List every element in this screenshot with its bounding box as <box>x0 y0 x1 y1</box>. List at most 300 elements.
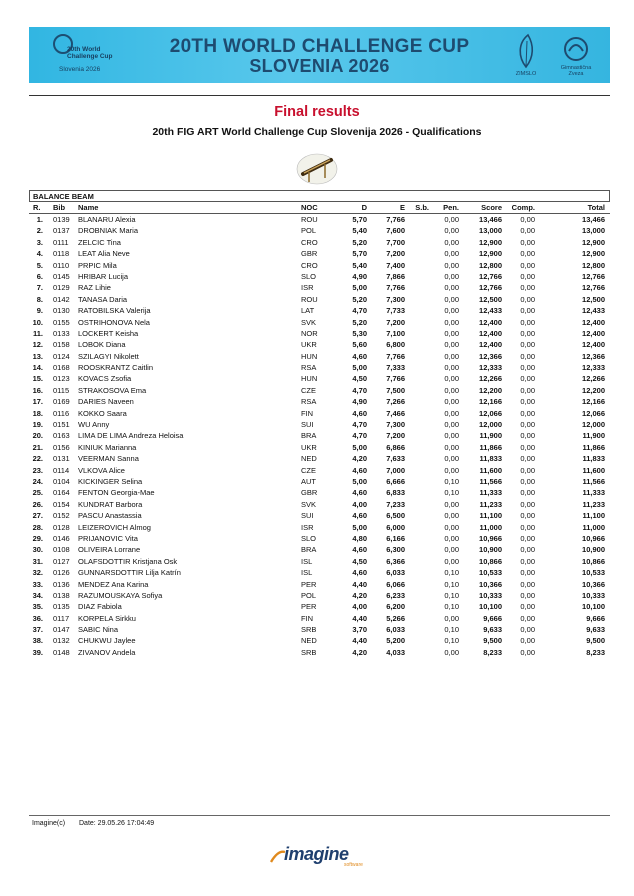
athlete-name: PRIJANOVIC Vita <box>78 533 138 543</box>
e-score: 6,000 <box>386 522 405 532</box>
penalty-cell: 0,00 <box>444 283 459 293</box>
athlete-name: WU Anny <box>78 420 110 430</box>
noc-cell: SUI <box>301 511 314 521</box>
bib-cell: 0136 <box>53 579 70 589</box>
noc-cell: ISR <box>301 522 314 532</box>
bib-cell: 0131 <box>53 454 70 464</box>
noc-cell: NOR <box>301 328 318 338</box>
athlete-name: KUNDRAT Barbora <box>78 499 143 509</box>
d-score: 5,20 <box>352 237 367 247</box>
athlete-name: LIMA DE LIMA Andreza Heloisa <box>78 431 184 441</box>
e-score: 6,166 <box>386 533 405 543</box>
e-score: 7,300 <box>386 294 405 304</box>
bib-cell: 0135 <box>53 602 70 612</box>
d-score: 5,20 <box>352 294 367 304</box>
score-cell: 12,400 <box>479 317 502 327</box>
comp-cell: 0,00 <box>520 351 535 361</box>
comp-cell: 0,00 <box>520 260 535 270</box>
comp-cell: 0,00 <box>520 397 535 407</box>
penalty-cell: 0,00 <box>444 215 459 224</box>
noc-cell: SRB <box>301 625 317 635</box>
bib-cell: 0129 <box>53 283 70 293</box>
table-row <box>29 533 610 544</box>
comp-cell: 0,00 <box>520 488 535 498</box>
athlete-name: BLANARU Alexia <box>78 215 136 224</box>
comp-cell: 0,00 <box>520 613 535 623</box>
bib-cell: 0142 <box>53 294 70 304</box>
penalty-cell: 0,00 <box>444 226 459 236</box>
noc-cell: FIN <box>301 613 314 623</box>
table-row <box>29 317 610 328</box>
table-row <box>29 601 610 612</box>
d-score: 4,70 <box>352 420 367 430</box>
penalty-cell: 0,00 <box>444 522 459 532</box>
bib-cell: 0132 <box>53 636 70 646</box>
total-cell: 12,200 <box>582 385 605 395</box>
table-row <box>29 579 610 590</box>
table-row <box>29 556 610 567</box>
penalty-cell: 0,10 <box>444 636 459 646</box>
table-row <box>29 430 610 441</box>
e-score: 6,666 <box>386 476 405 486</box>
comp-cell: 0,00 <box>520 556 535 566</box>
header-comp: Comp. <box>511 203 535 212</box>
score-cell: 12,166 <box>479 397 502 407</box>
rank-cell: 32. <box>32 568 43 578</box>
total-cell: 9,666 <box>586 613 605 623</box>
e-score: 7,466 <box>386 408 405 418</box>
comp-cell: 0,00 <box>520 408 535 418</box>
apparatus-section-label: BALANCE BEAM <box>29 190 610 202</box>
penalty-cell: 0,00 <box>444 260 459 270</box>
score-cell: 12,500 <box>479 294 502 304</box>
comp-cell: 0,00 <box>520 647 535 657</box>
penalty-cell: 0,00 <box>444 647 459 657</box>
bib-cell: 0152 <box>53 511 70 521</box>
d-score: 5,00 <box>352 283 367 293</box>
rank-cell: 14. <box>32 363 43 373</box>
d-score: 4,00 <box>352 602 367 612</box>
score-cell: 12,900 <box>479 237 502 247</box>
score-cell: 9,500 <box>483 636 502 646</box>
total-cell: 10,900 <box>582 545 605 555</box>
noc-cell: SVK <box>301 499 317 509</box>
rank-cell: 26. <box>32 499 43 509</box>
comp-cell: 0,00 <box>520 271 535 281</box>
bib-cell: 0114 <box>53 465 70 475</box>
athlete-name: SABIC Nina <box>78 625 119 635</box>
comp-cell: 0,00 <box>520 374 535 384</box>
penalty-cell: 0,00 <box>444 556 459 566</box>
d-score: 4,90 <box>352 271 367 281</box>
score-cell: 12,266 <box>479 374 502 384</box>
results-table <box>29 190 610 658</box>
athlete-name: LOCKERT Keisha <box>78 328 139 338</box>
bib-cell: 0118 <box>53 249 70 259</box>
rank-cell: 20. <box>32 431 43 441</box>
bib-cell: 0126 <box>53 568 70 578</box>
header-sb: S.b. <box>415 203 429 212</box>
athlete-name: LEIZEROVICH Almog <box>78 522 151 532</box>
noc-cell: FIN <box>301 408 314 418</box>
header-divider <box>29 95 610 96</box>
total-cell: 10,333 <box>582 590 605 600</box>
penalty-cell: 0,00 <box>444 431 459 441</box>
bib-cell: 0108 <box>53 545 70 555</box>
d-score: 4,50 <box>352 556 367 566</box>
rank-cell: 3. <box>36 237 43 247</box>
imagine-logo-sub: software <box>344 862 363 868</box>
athlete-name: PASCU Anastassia <box>78 511 142 521</box>
athlete-name: RAZ Lihie <box>78 283 111 293</box>
athlete-name: ZIVANOV Andela <box>78 647 136 657</box>
d-score: 5,70 <box>352 249 367 259</box>
d-score: 4,60 <box>352 408 367 418</box>
comp-cell: 0,00 <box>520 215 535 224</box>
total-cell: 10,366 <box>582 579 605 589</box>
total-cell: 10,966 <box>582 533 605 543</box>
penalty-cell: 0,00 <box>444 351 459 361</box>
athlete-name: SZILAGYI Nikolett <box>78 351 139 361</box>
comp-cell: 0,00 <box>520 590 535 600</box>
d-score: 4,60 <box>352 488 367 498</box>
penalty-cell: 0,10 <box>444 579 459 589</box>
noc-cell: PER <box>301 602 317 612</box>
comp-cell: 0,00 <box>520 579 535 589</box>
d-score: 5,00 <box>352 522 367 532</box>
noc-cell: RSA <box>301 363 317 373</box>
table-row <box>29 487 610 498</box>
table-header <box>29 202 610 214</box>
comp-cell: 0,00 <box>520 476 535 486</box>
score-cell: 13,000 <box>479 226 502 236</box>
event-logo-subtext: Slovenia 2026 <box>59 66 101 73</box>
total-cell: 11,900 <box>582 431 605 441</box>
athlete-name: RATOBILSKA Valerija <box>78 306 151 316</box>
table-row <box>29 647 610 658</box>
score-cell: 12,766 <box>479 271 502 281</box>
score-cell: 12,366 <box>479 351 502 361</box>
athlete-name: KOKKO Saara <box>78 408 127 418</box>
d-score: 5,60 <box>352 340 367 350</box>
total-cell: 12,900 <box>582 249 605 259</box>
balance-beam-icon <box>295 152 339 186</box>
penalty-cell: 0,00 <box>444 306 459 316</box>
table-body <box>29 214 610 658</box>
score-cell: 11,833 <box>479 454 502 464</box>
e-score: 7,766 <box>386 283 405 293</box>
score-cell: 11,566 <box>479 476 502 486</box>
total-cell: 12,800 <box>582 260 605 270</box>
athlete-name: KORPELA Sirkku <box>78 613 136 623</box>
e-score: 7,500 <box>386 385 405 395</box>
penalty-cell: 0,00 <box>444 511 459 521</box>
penalty-cell: 0,00 <box>444 385 459 395</box>
rank-cell: 11. <box>32 328 43 338</box>
table-row <box>29 442 610 453</box>
score-cell: 11,900 <box>479 431 502 441</box>
penalty-cell: 0,00 <box>444 533 459 543</box>
noc-cell: UKR <box>301 442 317 452</box>
comp-cell: 0,00 <box>520 511 535 521</box>
athlete-name: KOVACS Zsofia <box>78 374 132 384</box>
score-cell: 12,900 <box>479 249 502 259</box>
noc-cell: SUI <box>301 420 314 430</box>
penalty-cell: 0,00 <box>444 249 459 259</box>
page-title: Final results <box>274 104 360 120</box>
total-cell: 12,366 <box>582 351 605 361</box>
bib-cell: 0168 <box>53 363 70 373</box>
score-cell: 10,966 <box>479 533 502 543</box>
rank-cell: 7. <box>36 283 43 293</box>
header-d: D <box>361 203 367 212</box>
d-score: 4,40 <box>352 579 367 589</box>
d-score: 4,20 <box>352 590 367 600</box>
total-cell: 12,500 <box>582 294 605 304</box>
comp-cell: 0,00 <box>520 306 535 316</box>
table-row <box>29 294 610 305</box>
bib-cell: 0104 <box>53 476 70 486</box>
table-row <box>29 567 610 578</box>
total-cell: 9,500 <box>586 636 605 646</box>
total-cell: 11,333 <box>582 488 605 498</box>
score-cell: 10,900 <box>479 545 502 555</box>
bib-cell: 0123 <box>53 374 70 384</box>
d-score: 4,70 <box>352 385 367 395</box>
comp-cell: 0,00 <box>520 636 535 646</box>
bib-cell: 0139 <box>53 215 70 224</box>
comp-cell: 0,00 <box>520 499 535 509</box>
total-cell: 12,433 <box>582 306 605 316</box>
rank-cell: 1. <box>36 215 43 224</box>
athlete-name: TANASA Daria <box>78 294 128 304</box>
score-cell: 10,866 <box>479 556 502 566</box>
total-cell: 12,766 <box>582 283 605 293</box>
score-cell: 12,800 <box>479 260 502 270</box>
rank-cell: 37. <box>32 625 43 635</box>
sponsor-logo-2-label: Gimnastična Zveza <box>560 65 592 77</box>
score-cell: 13,466 <box>479 215 502 224</box>
banner-title-line2: SLOVENIA 2026 <box>249 56 390 76</box>
table-row <box>29 613 610 624</box>
penalty-cell: 0,00 <box>444 465 459 475</box>
penalty-cell: 0,00 <box>444 271 459 281</box>
d-score: 4,70 <box>352 306 367 316</box>
leaf-icon <box>504 33 548 69</box>
comp-cell: 0,00 <box>520 442 535 452</box>
d-score: 4,20 <box>352 454 367 464</box>
header-noc: NOC <box>301 203 318 212</box>
e-score: 6,300 <box>386 545 405 555</box>
total-cell: 12,166 <box>582 397 605 407</box>
comp-cell: 0,00 <box>520 226 535 236</box>
rank-cell: 4. <box>36 249 43 259</box>
noc-cell: PER <box>301 579 317 589</box>
rank-cell: 18. <box>32 408 43 418</box>
score-cell: 10,333 <box>479 590 502 600</box>
noc-cell: LAT <box>301 306 315 316</box>
penalty-cell: 0,00 <box>444 340 459 350</box>
noc-cell: UKR <box>301 340 317 350</box>
total-cell: 8,233 <box>586 647 605 657</box>
athlete-name: LOBOK Diana <box>78 340 126 350</box>
noc-cell: HUN <box>301 351 318 361</box>
e-score: 6,833 <box>386 488 405 498</box>
d-score: 4,70 <box>352 431 367 441</box>
bib-cell: 0117 <box>53 613 70 623</box>
score-cell: 10,366 <box>479 579 502 589</box>
d-score: 4,40 <box>352 636 367 646</box>
athlete-name: STRAKOSOVA Ema <box>78 385 147 395</box>
imagine-logo-word: imagine <box>284 844 349 864</box>
table-row <box>29 248 610 259</box>
d-score: 4,60 <box>352 351 367 361</box>
penalty-cell: 0,10 <box>444 476 459 486</box>
athlete-name: VEERMAN Sanna <box>78 454 139 464</box>
total-cell: 12,400 <box>582 317 605 327</box>
bib-cell: 0148 <box>53 647 70 657</box>
total-cell: 9,633 <box>586 625 605 635</box>
comp-cell: 0,00 <box>520 294 535 304</box>
d-score: 4,60 <box>352 465 367 475</box>
score-cell: 12,433 <box>479 306 502 316</box>
footer-date: Date: 29.05.26 17:04:49 <box>79 820 155 827</box>
rank-cell: 39. <box>32 647 43 657</box>
comp-cell: 0,00 <box>520 249 535 259</box>
comp-cell: 0,00 <box>520 522 535 532</box>
athlete-name: HRIBAR Lucija <box>78 271 129 281</box>
total-cell: 12,266 <box>582 374 605 384</box>
athlete-name: OLAFSDOTTIR Kristjana Osk <box>78 556 178 566</box>
e-score: 7,600 <box>386 226 405 236</box>
noc-cell: SLO <box>301 533 317 543</box>
e-score: 6,066 <box>386 579 405 589</box>
noc-cell: NED <box>301 636 317 646</box>
score-cell: 11,600 <box>479 465 502 475</box>
noc-cell: GBR <box>301 488 318 498</box>
bib-cell: 0115 <box>53 385 70 395</box>
bib-cell: 0151 <box>53 420 70 430</box>
rank-cell: 21. <box>32 442 43 452</box>
score-cell: 11,000 <box>479 522 502 532</box>
total-cell: 11,566 <box>582 476 605 486</box>
header-total: Total <box>587 203 605 212</box>
noc-cell: BRA <box>301 545 317 555</box>
noc-cell: ROU <box>301 215 318 224</box>
e-score: 7,766 <box>386 374 405 384</box>
score-cell: 11,100 <box>479 511 502 521</box>
athlete-name: PRPIC Mila <box>78 260 117 270</box>
bib-cell: 0169 <box>53 397 70 407</box>
d-score: 5,30 <box>352 328 367 338</box>
noc-cell: ROU <box>301 294 318 304</box>
total-cell: 12,900 <box>582 237 605 247</box>
comp-cell: 0,00 <box>520 328 535 338</box>
table-row <box>29 385 610 396</box>
e-score: 7,200 <box>386 317 405 327</box>
rank-cell: 25. <box>32 488 43 498</box>
penalty-cell: 0,10 <box>444 602 459 612</box>
athlete-name: KINIUK Marianna <box>78 442 137 452</box>
penalty-cell: 0,00 <box>444 545 459 555</box>
header-e: E <box>399 203 405 212</box>
penalty-cell: 0,00 <box>444 328 459 338</box>
table-row <box>29 282 610 293</box>
score-cell: 10,533 <box>479 568 502 578</box>
comp-cell: 0,00 <box>520 625 535 635</box>
e-score: 7,400 <box>386 260 405 270</box>
bib-cell: 0164 <box>53 488 70 498</box>
total-cell: 12,066 <box>582 408 605 418</box>
table-row <box>29 476 610 487</box>
penalty-cell: 0,00 <box>444 408 459 418</box>
table-row <box>29 522 610 533</box>
athlete-name: RAZUMOUSKAYA Sofiya <box>78 590 163 600</box>
header-pen: Pen. <box>443 203 459 212</box>
score-cell: 12,200 <box>479 385 502 395</box>
rank-cell: 5. <box>36 260 43 270</box>
penalty-cell: 0,00 <box>444 420 459 430</box>
athlete-name: OSTRIHONOVA Nela <box>78 317 150 327</box>
bib-cell: 0137 <box>53 226 70 236</box>
d-score: 3,70 <box>352 625 367 635</box>
noc-cell: CZE <box>301 385 316 395</box>
e-score: 5,200 <box>386 636 405 646</box>
bib-cell: 0116 <box>53 408 70 418</box>
table-row <box>29 624 610 635</box>
athlete-name: OLIVEIRA Lorrane <box>78 545 141 555</box>
table-row <box>29 305 610 316</box>
total-cell: 10,533 <box>582 568 605 578</box>
penalty-cell: 0,00 <box>444 442 459 452</box>
table-row <box>29 590 610 601</box>
rank-cell: 2. <box>36 226 43 236</box>
noc-cell: ISR <box>301 283 314 293</box>
noc-cell: SLO <box>301 271 317 281</box>
d-score: 4,00 <box>352 499 367 509</box>
score-cell: 12,333 <box>479 363 502 373</box>
comp-cell: 0,00 <box>520 420 535 430</box>
total-cell: 12,333 <box>582 363 605 373</box>
comp-cell: 0,00 <box>520 545 535 555</box>
rank-cell: 15. <box>32 374 43 384</box>
score-cell: 8,233 <box>483 647 502 657</box>
rank-cell: 8. <box>36 294 43 304</box>
sponsor-logo-2 <box>554 33 598 79</box>
d-score: 5,00 <box>352 442 367 452</box>
rank-cell: 22. <box>32 454 43 464</box>
d-score: 4,40 <box>352 613 367 623</box>
d-score: 4,50 <box>352 374 367 384</box>
penalty-cell: 0,10 <box>444 590 459 600</box>
rank-cell: 24. <box>32 476 43 486</box>
rank-cell: 30. <box>32 545 43 555</box>
footer-credit: Imagine(c) <box>32 820 66 827</box>
e-score: 6,800 <box>386 340 405 350</box>
e-score: 7,300 <box>386 420 405 430</box>
rank-cell: 10. <box>32 317 43 327</box>
table-row <box>29 260 610 271</box>
total-cell: 11,233 <box>582 499 605 509</box>
comp-cell: 0,00 <box>520 431 535 441</box>
total-cell: 11,100 <box>582 511 605 521</box>
d-score: 4,60 <box>352 545 367 555</box>
e-score: 7,200 <box>386 431 405 441</box>
bib-cell: 0154 <box>53 499 70 509</box>
table-row <box>29 419 610 430</box>
bib-cell: 0138 <box>53 590 70 600</box>
table-row <box>29 214 610 225</box>
